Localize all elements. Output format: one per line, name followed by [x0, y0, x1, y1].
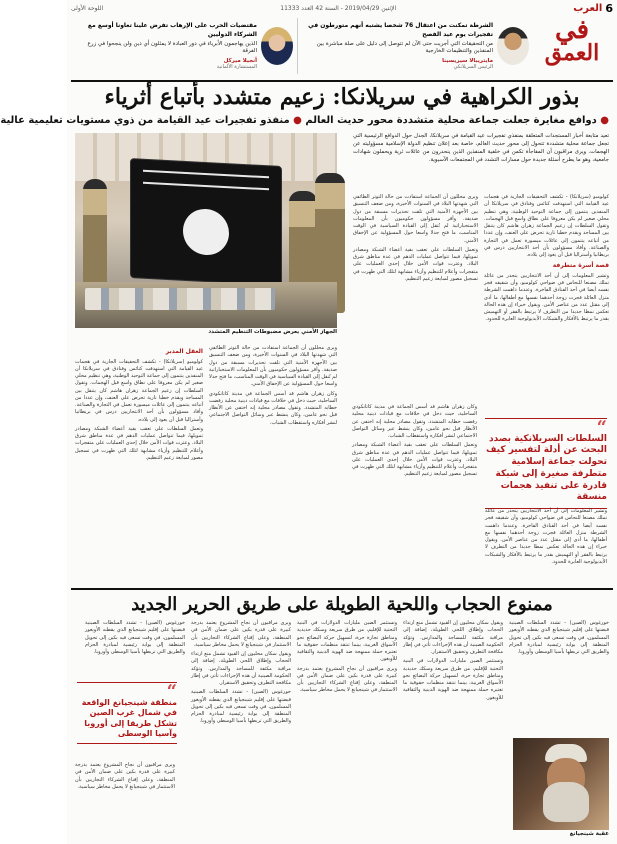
subhead-a: دوافع مغايرة جعلت جماعة محلية متشددة محور حديث العالم [305, 115, 597, 126]
a2-column-3 [297, 620, 397, 835]
left-columns [75, 345, 337, 585]
article-photo [75, 133, 337, 328]
column-text: ويقول سكان محليون إن القيود تشمل منع ارتداء الحجاب وإطلاق اللحى الطويلة، إضافة إلى مراقبة مكثفة للمساجد والمدارس. وتؤكد الحكومة الصينية أن هذه الإجراءات تأتي في إطار مكافحة التطرف وتحقيق الاستقرار. [191, 651, 291, 686]
quote-role: المستشارة الألمانية [216, 63, 257, 70]
quote-box-chancellor [76, 18, 298, 74]
photo-caption-2: عقبة شينجيانغ [569, 831, 609, 837]
a2-column-5 [85, 620, 185, 678]
black-flag-image [131, 159, 281, 285]
quote-box-president [304, 18, 529, 74]
column-text: وتعمل السلطات على تعقب بقية أعضاء الشبكة ومصادر تمويلها، فيما تتواصل عمليات الدهم في عدة مناطق شرق البلاد. وعثرت قوات الأمن خلال إحدى العمليات على متفجرات وأعلام للتنظيم وأزياء مشابهة لتلك التي ظهرت في تسجيل مصور لمبايعة زعيم التنظيم. [352, 442, 477, 478]
a2-column-2 [403, 620, 503, 835]
column-text: وكان زهران هاشم قد أسس الجماعة في مدينة كاتانكودي الساحلية، حيث دخل في خلافات مع قيادات دينية محلية رفضت خطابه المتشدد. وتقول مصادر محلية إنه اختفى عن الأنظار قبل نحو عامين، وكان ينشط عبر وسائل التواصل الاجتماعي لنشر أفكاره واستقطاب الشباب. [352, 404, 477, 439]
page-number: 6 [605, 1, 613, 15]
brand-logo: العرب [573, 2, 603, 14]
column-text: وتعمل السلطات على تعقب بقية أعضاء الشبكة ومصادر تمويلها، فيما تتواصل عمليات الدهم في عدة مناطق شرق البلاد. وعثرت قوات الأمن خلال إحدى العمليات على متفجرات وأعلام للتنظيم وأزياء مشابهة لتلك التي ظهرت في تسجيل مصور لمبايعة زعيم التنظيم. [75, 425, 203, 461]
pull-quote-text: منطقة شينجيانغ الواقعة في شمال غرب الصين تشكل طريقا إلى أوروبا وآسيا الوسطى [81, 697, 177, 738]
column-text: ويرى مراقبون أن نجاح المشروع يعتمد بدرجة كبيرة على قدرة بكين على ضمان الأمن في المنطقة، وعلى إقناع الشركاء التجاريين بأن الاستثمار في شينجيانغ لا يحمل مخاطر سياسية. [297, 665, 397, 694]
a2-column-1 [509, 620, 609, 732]
column-6 [75, 345, 203, 585]
a2-left-lower [75, 762, 175, 836]
pull-quote-left-a2 [77, 682, 177, 744]
article2-photo [513, 738, 609, 830]
a2-column-4 [191, 620, 291, 835]
right-columns [353, 194, 609, 399]
column-text: ويرى مراقبون أن نجاح المشروع يعتمد بدرجة كبيرة على قدرة بكين على ضمان الأمن في المنطقة، وعلى إقناع الشركاء التجاريين بأن الاستثمار في شينجيانغ لا يحمل مخاطر سياسية. [75, 762, 175, 790]
column-text: وكان زهران هاشم قد أسس الجماعة في مدينة كاتانكودي الساحلية، حيث دخل في خلافات مع قيادات دينية محلية رفضت خطابه المتشدد. وتقول مصادر محلية إنه اختفى عن الأنظار قبل نحو عامين، وكان ينشط عبر وسائل التواصل الاجتماعي لنشر أفكاره واستقطاب الشباب. [209, 390, 337, 426]
column-text: وتستثمر الصين مليارات الدولارات في البنية التحتية للإقليم، من طرق سريعة وسكك حديدية ومناطق تجارة حرة، لتسهيل حركة البضائع نحو الأسواق الغربية، بينما تنتقد منظمات حقوقية ما تعتبره حملة ممنهجة ضد الهوية الدينية والثقافية للأويغور. [403, 658, 503, 701]
bullet-icon: ● [596, 115, 609, 126]
seized-items [85, 288, 275, 310]
avatar [497, 27, 529, 65]
column-5 [209, 345, 337, 585]
column-text: خورغوس (الصين) - تشدد السلطات الصينية قبضتها على إقليم شينجيانغ الذي يقطنه الأويغور المسلمون، في وقت تسعى فيه بكين إلى تحويل المنطقة إلى بوابة رئيسية لمبادرة الحزام والطريق التي تربطها بآسيا الوسطى وأوروبا. [509, 620, 609, 655]
issue-info: الإثنين 2019/04/29 - السنة 42 العدد 11333 [280, 4, 397, 12]
header-divider [71, 80, 613, 82]
column-text: ويرى محللون أن الجماعة استفادت من حالة التوتر الطائفي التي شهدتها البلاد في السنوات الأخيرة، ومن ضعف التنسيق بين الأجهزة الأمنية التي تلقت تحذيرات مسبقة من دول صديقة. وأقر مسؤولون حكوميون بأن المعلومات الاستخباراتية لم تُنقل إلى القيادة السياسية في الوقت المناسب، ما فتح جدلا واسعا حول المسؤولية عن الإخفاق الأمني. [209, 345, 337, 388]
column-text: ويرى محللون أن الجماعة استفادت من حالة التوتر الطائفي التي شهدتها البلاد في السنوات الأخيرة، ومن ضعف التنسيق بين الأجهزة الأمنية التي تلقت تحذيرات مسبقة من دول صديقة. وأقر مسؤولون حكوميون بأن المعلومات الاستخباراتية لم تُنقل إلى القيادة السياسية في الوقت المناسب، ما فتح جدلا واسعا حول المسؤولية عن الإخفاق الأمني. [353, 194, 478, 244]
quote-text [76, 22, 257, 55]
right-lower-column [485, 508, 607, 586]
column-text: وتستثمر الصين مليارات الدولارات في البنية التحتية للإقليم، من طرق سريعة وسكك حديدية ومناطق تجارة حرة، لتسهيل حركة البضائع نحو الأسواق الغربية، بينما تنتقد منظمات حقوقية ما تعتبره حملة ممنهجة ضد الهوية الدينية والثقافية للأويغور. [297, 620, 397, 663]
column-3 [352, 404, 477, 584]
page-number-block [573, 2, 613, 15]
flag-text: اللوحة الأولى [71, 4, 104, 12]
column-text: وتشير المعلومات إلى أن أحد الانتحاريين ينحدر من عائلة تملك مصنعا للنحاس في ضواحي كولومبو، وأن شقيقه فجر نفسه أيضا في أحد الفنادق الفاخرة. وعندما داهمت الشرطة منزل العائلة فجرت زوجة أحدهما نفسها مع أطفالها، ما أدى إلى مقتل عدد من عناصر الأمن. ويقول خبراء إن هذه الحالة تعكس نمطا جديدا من التطرف لا يرتبط بالفقر أو التهميش بقدر ما يرتبط بالأفكار والشبكات الأيديولوجية العابرة للحدود. [484, 272, 609, 323]
section-title-line2: العمق [544, 39, 600, 66]
quote-author: أنجيلا ميركل [223, 57, 257, 64]
column-text: خورغوس (الصين) - تشدد السلطات الصينية قبضتها على إقليم شينجيانغ الذي يقطنه الأويغور المسلمون، في وقت تسعى فيه بكين إلى تحويل المنطقة إلى بوابة رئيسية لمبادرة الحزام والطريق التي تربطها بآسيا الوسطى وأوروبا. [191, 689, 291, 725]
column-text: ويرى مراقبون أن نجاح المشروع يعتمد بدرجة كبيرة على قدرة بكين على ضمان الأمن في المنطقة، وعلى إقناع الشركاء التجاريين بأن الاستثمار في شينجيانغ لا يحمل مخاطر سياسية. [191, 620, 291, 648]
article-lead: تعيد متابعة أخبار المستجدات المتعلقة بمنفذي تفجيرات عيد القيامة في سريلانكا، الجدل حول الدوافع الرئيسية التي تجعل جماعة محلية متشددة تتحول إلى محور حديث العالم، خاصة بعد إعلان تنظيم الدولة الإسلامية مسؤوليته عن الهجمات. ويرى مراقبون أن المفاجأة تكمن في خلفية المنفذين الذين ينحدرون من عائلات ثرية ويحملون شهادات جامعية، وهو ما يطرح أسئلة جديدة حول مسارات التشدد في المجتمعات الآسيوية. [353, 133, 609, 164]
column-text: وتعمل السلطات على تعقب بقية أعضاء الشبكة ومصادر تمويلها، فيما تتواصل عمليات الدهم في عدة مناطق شرق البلاد. وعثرت قوات الأمن خلال إحدى العمليات على متفجرات وأعلام للتنظيم وأزياء مشابهة لتلك التي ظهرت في تسجيل مصور لمبايعة زعيم التنظيم. [353, 246, 478, 282]
quote-mark-icon: “ [596, 417, 607, 438]
top-strip [71, 2, 613, 14]
a2-column-6 [75, 762, 175, 836]
police-officer-figure [83, 179, 107, 289]
main-headline: بذور الكراهية في سريلانكا: زعيم متشدد بأتباع أثرياء [104, 84, 580, 110]
section-title-line1: في [554, 15, 590, 45]
subhead-b: منفذو تفجيرات عيد القيامة من ذوي مستويات تعليمية عالية [0, 115, 290, 126]
bullet-icon: ● [289, 115, 302, 126]
article-divider [71, 588, 613, 590]
subheadline [0, 115, 609, 126]
column-text: خورغوس (الصين) - تشدد السلطات الصينية قبضتها على إقليم شينجيانغ الذي يقطنه الأويغور المسلمون، في وقت تسعى فيه بكين إلى تحويل المنطقة إلى بوابة رئيسية لمبادرة الحزام والطريق التي تربطها بآسيا الوسطى وأوروبا. [85, 620, 185, 655]
column-text: كولومبو (سريلانكا) - تكشف التحقيقات الجارية في هجمات عيد القيامة التي استهدفت كنائس وفنادق في سريلانكا أن المنفذين ينتمون إلى جماعة التوحيد الوطنية، وهي تنظيم محلي صغير لم يكن معروفا على نطاق واسع قبل الهجمات. وتقول السلطات إن زعيم الجماعة زهران هاشم كان يتنقل بين المساجد ويقدم خطبا نارية تحرض على العنف، وإن عددا من أتباعه ينتمون إلى عائلات ميسورة تعمل في التجارة والصناعة. وأفاد مسؤولون بأن أحد الانتحاريين درس في بريطانيا وأستراليا قبل أن يعود إلى بلاده. [484, 194, 609, 258]
quote-role: الرئيس السريلانكي [453, 63, 493, 70]
quote-text [304, 22, 493, 55]
quote-author: مايتريبالا سيريسينا [442, 57, 493, 64]
inline-heading: العقل المدبر [165, 348, 203, 355]
middle-column [352, 404, 477, 584]
quote-lead: الشرطة تمكنت من اعتقال 76 شخصا يشتبه أنهم متورطون في تفجيرات يوم عيد الفصح [308, 22, 493, 38]
pull-quote-text: السلطات السريلانكية بصدد البحث عن أدلة لتفسير كيف تحولت جماعة إسلامية متطرفة صغيرة إلى شبكة قادرة على تنفيذ هجمات منسقة [485, 433, 607, 503]
page-header [71, 16, 613, 78]
quote-body: من التحقيقات التي أجريت حتى الآن لم تتوصل إلى دليل على صلة مباشرة بين المنفذين والتنظيمات الخارجية [316, 40, 493, 55]
column-text: ويقول سكان محليون إن القيود تشمل منع ارتداء الحجاب وإطلاق اللحى الطويلة، إضافة إلى مراقبة مكثفة للمساجد والمدارس. وتؤكد الحكومة الصينية أن هذه الإجراءات تأتي في إطار مكافحة التطرف وتحقيق الاستقرار. [403, 620, 503, 655]
column-1 [484, 194, 609, 399]
column-4 [485, 508, 607, 586]
column-text: وتشير المعلومات إلى أن أحد الانتحاريين ينحدر من عائلة تملك مصنعا للنحاس في ضواحي كولومبو، وأن شقيقه فجر نفسه أيضا في أحد الفنادق الفاخرة. وعندما داهمت الشرطة منزل العائلة فجرت زوجة أحدهما نفسها مع أطفالها، ما أدى إلى مقتل عدد من عناصر الأمن. ويقول خبراء إن هذه الحالة تعكس نمطا جديدا من التطرف لا يرتبط بالفقر أو التهميش بقدر ما يرتبط بالأفكار والشبكات الأيديولوجية العابرة للحدود. [485, 508, 607, 565]
quote-body: الذين يهاجمون الأبرياء في دور العبادة لا يمثلون أي دين ولن ينجحوا في زرع الفرقة [87, 40, 257, 55]
column-2 [353, 194, 478, 399]
section-title [533, 15, 611, 66]
quote-lead: مقتضيات الحرب على الإرهاب تفرض علينا تعاونا أوسع مع الشركاء الدوليين [87, 22, 257, 38]
second-headline: ممنوع الحجاب واللحية الطويلة على طريق الحرير الجديد [131, 594, 553, 615]
beard-shape [543, 782, 589, 822]
avatar [261, 27, 293, 65]
photo-caption: الجهاز الأمني يعرض مضبوطات التنظيم المتشدد [208, 329, 337, 335]
quote-mark-icon: “ [166, 681, 177, 702]
inline-heading: قصة أسرة متطرفة [552, 262, 609, 270]
column-text: كولومبو (سريلانكا) - تكشف التحقيقات الجارية في هجمات عيد القيامة التي استهدفت كنائس وفنادق في سريلانكا أن المنفذين ينتمون إلى جماعة التوحيد الوطنية، وهي تنظيم محلي صغير لم يكن معروفا على نطاق واسع قبل الهجمات. وتقول السلطات إن زعيم الجماعة زهران هاشم كان يتنقل بين المساجد ويقدم خطبا نارية تحرض على العنف، وإن عددا من أتباعه ينتمون إلى عائلات ميسورة تعمل في التجارة والصناعة. وأفاد مسؤولون بأن أحد الانتحاريين درس في بريطانيا وأستراليا قبل أن يعود إلى بلاده. [75, 358, 203, 423]
pull-quote-right [485, 418, 607, 509]
